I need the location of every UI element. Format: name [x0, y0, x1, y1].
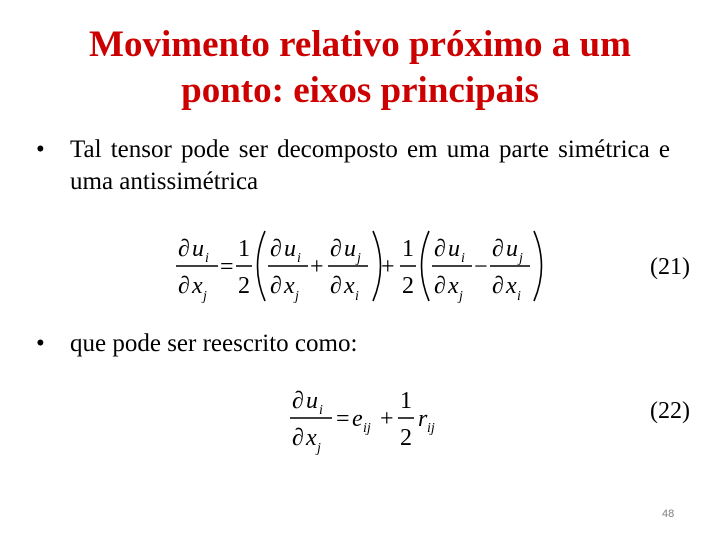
eq22-half-num: 1: [400, 388, 412, 414]
bullet-item-2: [36, 328, 357, 360]
eq21-t1-partial-num: ∂: [270, 236, 282, 262]
eq22-lhs-partial-den: ∂: [292, 425, 304, 451]
eq21-t4-u: u: [506, 236, 518, 262]
bullet-text-2: que pode ser reescrito como:: [70, 330, 358, 357]
eq21-t3-partial-den: ∂: [434, 273, 446, 299]
equation-22: [288, 378, 448, 458]
eq22-lhs-sub-j: j: [317, 441, 321, 456]
equation-number-22: (22): [650, 398, 690, 424]
eq21-t4-sub-j: j: [519, 251, 523, 266]
eq22-half-den: 2: [400, 425, 412, 451]
eq21-t2-x: x: [344, 273, 355, 299]
eq21-half2-den: 2: [402, 273, 414, 299]
title-line-2: ponto: eixos principais: [181, 70, 539, 111]
eq22-e-sub-ij: ij: [363, 421, 371, 436]
eq21-half1-num: 1: [238, 236, 250, 262]
eq22-r-sub-ij: ij: [427, 421, 435, 436]
eq22-r: r: [418, 406, 428, 432]
title-line-1: Movimento relativo próximo a um: [89, 24, 631, 65]
eq21-minus: −: [474, 254, 488, 280]
eq21-lhs-u: u: [192, 236, 204, 262]
eq21-half1-den: 2: [238, 273, 250, 299]
slide-title: [30, 22, 690, 114]
eq21-plus-outer: +: [381, 254, 395, 280]
eq22-lhs-x: x: [306, 425, 317, 451]
eq21-t4-x: x: [506, 273, 517, 299]
eq21-t1-partial-den: ∂: [270, 273, 282, 299]
eq21-equals: =: [220, 254, 234, 280]
eq22-lhs-u: u: [306, 388, 318, 414]
eq21-t4-partial-den: ∂: [492, 273, 504, 299]
eq21-t3-partial-num: ∂: [434, 236, 446, 262]
equation-number-21: (21): [650, 254, 690, 280]
eq22-plus: +: [380, 406, 394, 432]
eq21-t2-u: u: [344, 236, 356, 262]
eq21-t1-u: u: [284, 236, 296, 262]
eq21-t1-x: x: [284, 273, 295, 299]
eq21-t3-x: x: [448, 273, 459, 299]
eq21-t1-sub-i: i: [297, 251, 301, 266]
eq21-t2-partial-num: ∂: [330, 236, 342, 262]
page-number: 48: [662, 508, 675, 520]
eq21-t3-u: u: [448, 236, 460, 262]
eq21-lhs-partial-den: ∂: [178, 273, 190, 299]
bullet-item-1: [36, 134, 670, 198]
bullet-icon: •: [36, 136, 45, 163]
eq22-e: e: [352, 406, 363, 432]
eq21-t2-sub-i: i: [355, 289, 359, 304]
eq21-t4-partial-num: ∂: [492, 236, 504, 262]
eq21-lhs-x: x: [192, 273, 203, 299]
eq22-equals: =: [336, 406, 350, 432]
eq22-lhs-partial-num: ∂: [292, 388, 304, 414]
eq21-lhs-sub-j: j: [203, 289, 207, 304]
eq21-t3-sub-j: j: [459, 289, 463, 304]
eq21-t4-sub-i: i: [517, 289, 521, 304]
equation-21: [170, 226, 550, 306]
bullet-icon: •: [36, 330, 45, 357]
eq21-half2-num: 1: [402, 236, 414, 262]
eq21-lhs-sub-i: i: [205, 251, 209, 266]
eq21-t2-sub-j: j: [357, 251, 361, 266]
eq22-lhs-sub-i: i: [319, 403, 323, 418]
eq21-t2-partial-den: ∂: [330, 273, 342, 299]
eq21-lhs-partial-num: ∂: [178, 236, 190, 262]
bullet-text-1: Tal tensor pode ser decomposto em uma parte simétrica e uma antissimétrica: [70, 136, 670, 195]
eq21-plus-inner: +: [310, 254, 324, 280]
eq21-t1-sub-j: j: [295, 289, 299, 304]
eq21-t3-sub-i: i: [461, 251, 465, 266]
